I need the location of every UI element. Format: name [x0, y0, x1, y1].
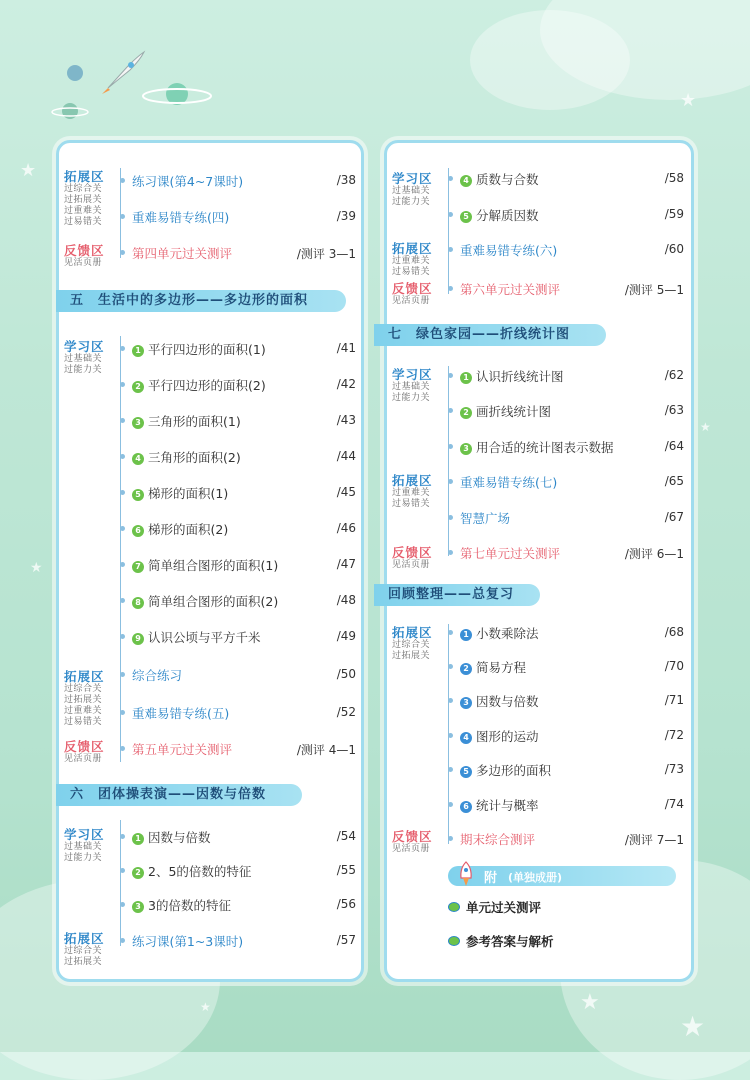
rocket-icon: [454, 860, 478, 888]
toc-entry-title: 简单组合图形的面积(1): [148, 558, 279, 573]
timeline-dot: [120, 938, 125, 943]
timeline-dot: [120, 382, 125, 387]
zone-expand: 拓展区 过综合关 过拓展关: [392, 625, 433, 661]
toc-entry-page: /72: [664, 728, 684, 742]
review-banner: 回顾整理——总复习: [374, 584, 540, 606]
toc-entry-title: 3的倍数的特征: [148, 898, 231, 913]
toc-entry-page: /68: [664, 625, 684, 639]
lesson-number-badge: 2: [132, 867, 144, 879]
toc-entry[interactable]: [460, 402, 551, 420]
toc-entry-title: 简易方程: [476, 660, 527, 675]
zone-feedback: 反馈区 见活页册: [392, 281, 433, 306]
toc-entry-title: 画折线统计图: [476, 404, 552, 419]
toc-entry-page: /62: [664, 368, 684, 382]
toc-entry-page: /60: [664, 242, 684, 256]
toc-entry[interactable]: [460, 761, 551, 779]
toc-entry[interactable]: [460, 509, 510, 527]
lesson-number-badge: 1: [460, 372, 472, 384]
timeline-dot: [448, 444, 453, 449]
toc-entry-title: 梯形的面积(2): [148, 522, 229, 537]
planet-icon: [50, 96, 90, 126]
toc-entry-page: /43: [336, 413, 356, 427]
toc-entry-page: /71: [664, 693, 684, 707]
toc-entry-title: 简单组合图形的面积(2): [148, 594, 279, 609]
toc-entry-title: 因数与倍数: [148, 830, 211, 845]
timeline-dot: [448, 550, 453, 555]
timeline-dot: [120, 346, 125, 351]
toc-entry-title: 平行四边形的面积(2): [148, 378, 266, 393]
toc-entry-page: /63: [664, 403, 684, 417]
timeline-dot: [448, 286, 453, 291]
toc-entry-page: /41: [336, 341, 356, 355]
timeline-dot: [448, 212, 453, 217]
lesson-number-badge: 5: [460, 766, 472, 778]
zone-feedback: 反馈区 见活页册: [64, 739, 105, 764]
toc-entry-page: /测评 6—1: [624, 547, 684, 561]
toc-entry[interactable]: [460, 692, 539, 710]
toc-entry[interactable]: [132, 896, 231, 914]
timeline-dot: [448, 515, 453, 520]
zone-study: 学习区 过基础关 过能力关: [392, 367, 433, 403]
toc-entry-page: /59: [664, 207, 684, 221]
zone-expand: 拓展区 过综合关 过拓展关: [64, 931, 105, 967]
lesson-number-badge: 2: [460, 663, 472, 675]
toc-entry[interactable]: [460, 830, 535, 848]
timeline-dot: [448, 664, 453, 669]
toc-entry[interactable]: [132, 828, 211, 846]
toc-entry-title: 第六单元过关测评: [460, 282, 561, 297]
toc-entry-page: /73: [664, 762, 684, 776]
toc-entry[interactable]: [132, 628, 261, 646]
toc-entry-title: 重难易错专练(七): [460, 475, 558, 490]
timeline-dot: [120, 834, 125, 839]
toc-entry-page: /47: [336, 557, 356, 571]
toc-entry-page: /56: [336, 897, 356, 911]
toc-entry-title: 练习课(第4~7课时): [132, 174, 244, 189]
unit-banner-5: 五 生活中的多边形——多边形的面积: [56, 290, 346, 312]
toc-entry-title: 练习课(第1~3课时): [132, 934, 244, 949]
toc-entry[interactable]: [132, 556, 278, 574]
toc-entry-page: /测评 3—1: [296, 247, 356, 261]
toc-entry-title: 认识折线统计图: [476, 369, 564, 384]
toc-entry[interactable]: [132, 376, 266, 394]
toc-entry-page: /48: [336, 593, 356, 607]
zone-expand: 拓展区 过综合关 过拓展关 过重难关 过易错关: [64, 669, 105, 727]
lesson-number-badge: 4: [460, 175, 472, 187]
planet-icon: [448, 902, 460, 912]
lesson-number-badge: 9: [132, 633, 144, 645]
toc-entry-title: 质数与合数: [476, 172, 539, 187]
toc-entry-page: /70: [664, 659, 684, 673]
timeline-dot: [448, 836, 453, 841]
toc-entry[interactable]: [460, 241, 557, 259]
lesson-number-badge: 1: [132, 833, 144, 845]
toc-entry[interactable]: [460, 727, 539, 745]
toc-entry-title: 统计与概率: [476, 798, 539, 813]
toc-entry[interactable]: [460, 206, 539, 224]
toc-entry[interactable]: [460, 544, 560, 562]
toc-entry-title: 三角形的面积(1): [148, 414, 241, 429]
toc-entry-page: /45: [336, 485, 356, 499]
toc-entry-title: 因数与倍数: [476, 694, 539, 709]
timeline-dot: [448, 733, 453, 738]
toc-entry[interactable]: [460, 658, 526, 676]
toc-entry[interactable]: [132, 484, 228, 502]
appendix-item[interactable]: 单元过关测评: [448, 898, 541, 916]
toc-entry-page: /54: [336, 829, 356, 843]
toc-entry-page: /55: [336, 863, 356, 877]
appendix-subtitle: (单独成册): [508, 871, 563, 884]
timeline-dot: [448, 630, 453, 635]
appendix-item[interactable]: 参考答案与解析: [448, 932, 554, 950]
planet-icon: [60, 58, 90, 88]
lesson-number-badge: 3: [460, 697, 472, 709]
timeline-dot: [120, 454, 125, 459]
toc-entry-page: /65: [664, 474, 684, 488]
toc-entry-page: /58: [664, 171, 684, 185]
lesson-number-badge: 1: [460, 629, 472, 641]
timeline-dot: [448, 698, 453, 703]
timeline-dot: [120, 178, 125, 183]
toc-entry-page: /测评 7—1: [624, 833, 684, 847]
toc-entry[interactable]: [132, 932, 243, 950]
lesson-number-badge: 3: [132, 901, 144, 913]
toc-entry[interactable]: [132, 704, 229, 722]
toc-entry-page: /52: [336, 705, 356, 719]
toc-entry-page: /64: [664, 439, 684, 453]
timeline-dot: [448, 176, 453, 181]
timeline-dot: [120, 746, 125, 751]
toc-entry-title: 三角形的面积(2): [148, 450, 241, 465]
timeline-dot: [120, 710, 125, 715]
toc-entry[interactable]: [460, 280, 560, 298]
toc-entry-title: 图形的运动: [476, 729, 539, 744]
toc-entry-page: /测评 5—1: [624, 283, 684, 297]
zone-expand: 拓展区 过重难关 过易错关: [392, 473, 433, 509]
toc-entry[interactable]: [132, 340, 266, 358]
toc-entry-page: /46: [336, 521, 356, 535]
toc-entry[interactable]: [132, 412, 241, 430]
toc-entry-title: 梯形的面积(1): [148, 486, 229, 501]
timeline-dot: [120, 634, 125, 639]
toc-entry-title: 多边形的面积: [476, 763, 552, 778]
toc-entry-title: 第七单元过关测评: [460, 546, 561, 561]
timeline-dot: [448, 802, 453, 807]
lesson-number-badge: 1: [132, 345, 144, 357]
toc-entry[interactable]: [132, 520, 228, 538]
toc-entry-title: 平行四边形的面积(1): [148, 342, 266, 357]
toc-entry-page: /50: [336, 667, 356, 681]
zone-study: 学习区 过基础关 过能力关: [64, 827, 105, 863]
toc-entry-page: /测评 4—1: [296, 743, 356, 757]
lesson-number-badge: 7: [132, 561, 144, 573]
toc-entry-page: /38: [336, 173, 356, 187]
timeline-dot: [120, 902, 125, 907]
planet-icon: [448, 936, 460, 946]
planet-icon: [140, 74, 214, 114]
lesson-number-badge: 8: [132, 597, 144, 609]
timeline-dot: [120, 526, 125, 531]
toc-entry-title: 小数乘除法: [476, 626, 539, 641]
zone-expand: 拓展区 过综合关 过拓展关 过重难关 过易错关: [64, 169, 105, 227]
toc-entry[interactable]: [132, 448, 241, 466]
lesson-number-badge: 4: [460, 732, 472, 744]
timeline-dot: [448, 408, 453, 413]
lesson-number-badge: 3: [132, 417, 144, 429]
toc-entry-title: 重难易错专练(五): [132, 706, 230, 721]
toc-entry-title: 2、5的倍数的特征: [148, 864, 252, 879]
lesson-number-badge: 2: [460, 407, 472, 419]
timeline-dot: [120, 562, 125, 567]
toc-entry-page: /57: [336, 933, 356, 947]
toc-entry[interactable]: [460, 624, 539, 642]
toc-entry-page: /74: [664, 797, 684, 811]
zone-feedback: 反馈区 见活页册: [392, 545, 433, 570]
timeline-dot: [120, 250, 125, 255]
appendix-title: 附: [484, 871, 498, 886]
toc-entry[interactable]: [132, 244, 232, 262]
zone-study: 学习区 过基础关 过能力关: [392, 171, 433, 207]
timeline-dot: [120, 868, 125, 873]
timeline-dot: [448, 247, 453, 252]
appendix-banner: [448, 866, 676, 886]
timeline-dot: [448, 767, 453, 772]
timeline-dot: [120, 214, 125, 219]
toc-entry[interactable]: [132, 666, 182, 684]
timeline-dot: [120, 490, 125, 495]
toc-entry[interactable]: [460, 170, 539, 188]
timeline-dot: [120, 418, 125, 423]
toc-entry[interactable]: [132, 862, 251, 880]
zone-study: 学习区 过基础关 过能力关: [64, 339, 105, 375]
unit-banner-7: 七 绿色家园——折线统计图: [374, 324, 606, 346]
toc-entry[interactable]: [132, 208, 229, 226]
toc-entry-title: 第五单元过关测评: [132, 742, 233, 757]
timeline-dot: [120, 672, 125, 677]
toc-entry-page: /44: [336, 449, 356, 463]
timeline-dot: [448, 373, 453, 378]
toc-entry[interactable]: [132, 592, 278, 610]
lesson-number-badge: 5: [460, 211, 472, 223]
zone-feedback: 反馈区 见活页册: [64, 243, 105, 268]
toc-entry[interactable]: [460, 367, 564, 385]
lesson-number-badge: 4: [132, 453, 144, 465]
toc-entry[interactable]: [132, 740, 232, 758]
lesson-number-badge: 6: [132, 525, 144, 537]
toc-entry-title: 综合练习: [132, 668, 183, 683]
unit-banner-6: 六 团体操表演——因数与倍数: [56, 784, 302, 806]
toc-entry-title: 分解质因数: [476, 208, 539, 223]
lesson-number-badge: 2: [132, 381, 144, 393]
toc-entry[interactable]: [460, 438, 614, 456]
toc-entry-page: /49: [336, 629, 356, 643]
toc-entry-title: 认识公顷与平方千米: [148, 630, 261, 645]
toc-entry-title: 重难易错专练(六): [460, 243, 558, 258]
toc-entry[interactable]: [132, 172, 243, 190]
toc-entry-title: 重难易错专练(四): [132, 210, 230, 225]
toc-entry-title: 智慧广场: [460, 511, 511, 526]
toc-entry-title: 第四单元过关测评: [132, 246, 233, 261]
zone-expand: 拓展区 过重难关 过易错关: [392, 241, 433, 277]
lesson-number-badge: 5: [132, 489, 144, 501]
timeline-dot: [120, 598, 125, 603]
lesson-number-badge: 6: [460, 801, 472, 813]
toc-entry[interactable]: [460, 796, 539, 814]
toc-entry-title: 期末综合测评: [460, 832, 536, 847]
toc-entry-page: /67: [664, 510, 684, 524]
zone-feedback: 反馈区 见活页册: [392, 829, 433, 854]
lesson-number-badge: 3: [460, 443, 472, 455]
timeline-dot: [448, 479, 453, 484]
toc-entry-page: /42: [336, 377, 356, 391]
toc-entry[interactable]: [460, 473, 557, 491]
toc-entry-page: /39: [336, 209, 356, 223]
toc-entry-title: 用合适的统计图表示数据: [476, 440, 614, 455]
